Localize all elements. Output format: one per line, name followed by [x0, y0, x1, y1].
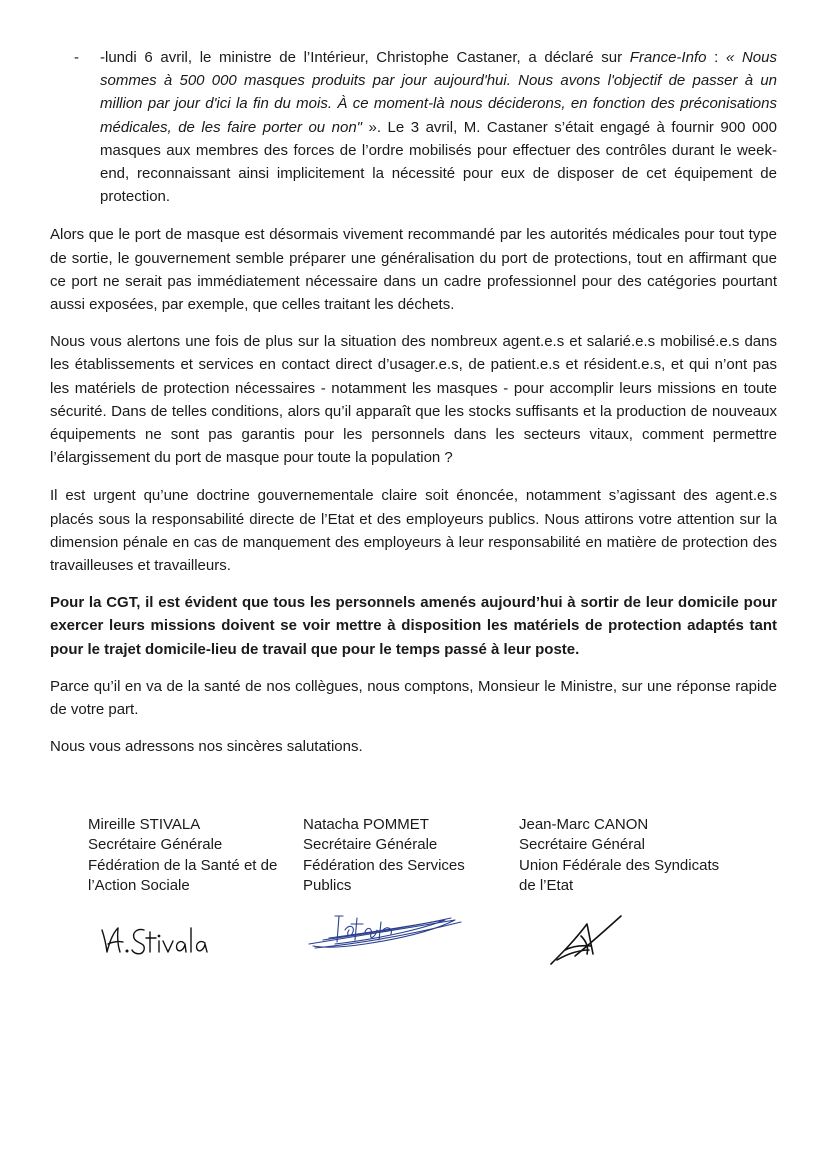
- signatory-title: Secrétaire Générale: [303, 836, 438, 854]
- signatory-org-line-2: de l’Etat: [519, 877, 574, 895]
- signatory-name: Jean-Marc CANON: [519, 816, 649, 833]
- signatory-2: [303, 815, 503, 897]
- signatory-org-line-1: Union Fédérale des Syndicats: [519, 856, 720, 874]
- bullet-source: France-Info: [629, 49, 707, 66]
- signatory-title: Secrétaire Générale: [88, 836, 223, 854]
- signatory-name: Natacha POMMET: [303, 816, 429, 833]
- paragraph-4-bold: Pour la CGT, il est évident que tous les personnels amenés aujourd’hui à sortir de leur domicile pour exercer leurs missions doivent se voir mettre à disposition les matériels de protection adaptés tant pour le trajet domicile-lieu de travail que pour le temps passé à leur poste.: [50, 594, 777, 658]
- signatory-org-line-2: Publics: [303, 877, 352, 895]
- bullet-intro: -lundi 6 avril, le ministre de l’Intérieur, Christophe Castaner, a déclaré sur: [100, 49, 630, 66]
- bullet-colon: :: [706, 49, 726, 66]
- bullet-rest: ». Le 3 avril, M. Castaner s’était engagé à fournir 900 000 masques aux membres des forces de l’ordre mobilisés pour effectuer des contrôles durant le week-end, reconnaissant ainsi implicitement la nécessité pour eux de disposer de cet équipement de protection.: [100, 118, 777, 206]
- signature-pommet-image: [305, 908, 465, 952]
- bullet-item: [50, 46, 777, 208]
- paragraph-6: Nous vous adressons nos sincères salutations.: [50, 738, 363, 756]
- signatory-1: [88, 815, 288, 897]
- letter-body: [50, 46, 777, 758]
- signature-stivala-image: [96, 918, 216, 960]
- signatory-3: [519, 815, 719, 897]
- signatory-title: Secrétaire Général: [519, 836, 645, 854]
- bullet-quote: « Nous sommes à 500 000 masques produits par jour aujourd'hui. Nous avons l'objectif de passer à un million par jour d'ici la fin du mois. À ce moment-là nous déciderons, en fonction des préconisations médicales, de les faire porter ou non": [100, 49, 777, 136]
- signatory-org-line-1: Fédération de la Santé et de: [88, 856, 278, 874]
- bullet-dash: -: [74, 49, 79, 66]
- signature-canon-image: [545, 910, 630, 968]
- paragraph-5: Parce qu’il en va de la santé de nos collègues, nous comptons, Monsieur le Ministre, sur une réponse rapide de votre part.: [50, 677, 777, 719]
- signatory-org-line-1: Fédération des Services: [303, 856, 465, 874]
- signatory-name: Mireille STIVALA: [88, 816, 201, 833]
- signatory-org-line-2: l’Action Sociale: [88, 877, 190, 895]
- paragraph-1: Alors que le port de masque est désormais vivement recommandé par les autorités médicales pour tout type de sortie, le gouvernement semble préparer une généralisation du port de protections, tout en affirmant que ce port ne serait pas immédiatement nécessaire dans un cadre professionnel pour des catégories pourtant aussi exposées, par exemple, que celles traitant les déchets.: [50, 226, 777, 314]
- paragraph-3: Il est urgent qu’une doctrine gouvernementale claire soit énoncée, notamment s’agissant des agent.e.s placés sous la responsabilité directe de l’Etat et des employeurs publics. Nous attirons votre attention sur la dimension pénale en cas de manquement des employeurs à leur responsabilité en matière de protection des travailleuses et travailleurs.: [50, 487, 777, 575]
- paragraph-2: Nous vous alertons une fois de plus sur la situation des nombreux agent.e.s et salarié.e.s mobilisé.e.s dans les établissements et services en contact direct d’usager.e.s, de patient.e.s et résident.e.s, et qui n’ont pas les matériels de protection nécessaires - notamment les masques - pour accomplir leurs missions en toute sécurité. Dans de telles conditions, alors qu’il apparaît que les stocks suffisants et la production de nouveaux équipements ne sont pas garantis pour les personnels dans les secteurs vitaux, comment permettre l’élargissement du port de masque pour toute la population ?: [50, 333, 777, 467]
